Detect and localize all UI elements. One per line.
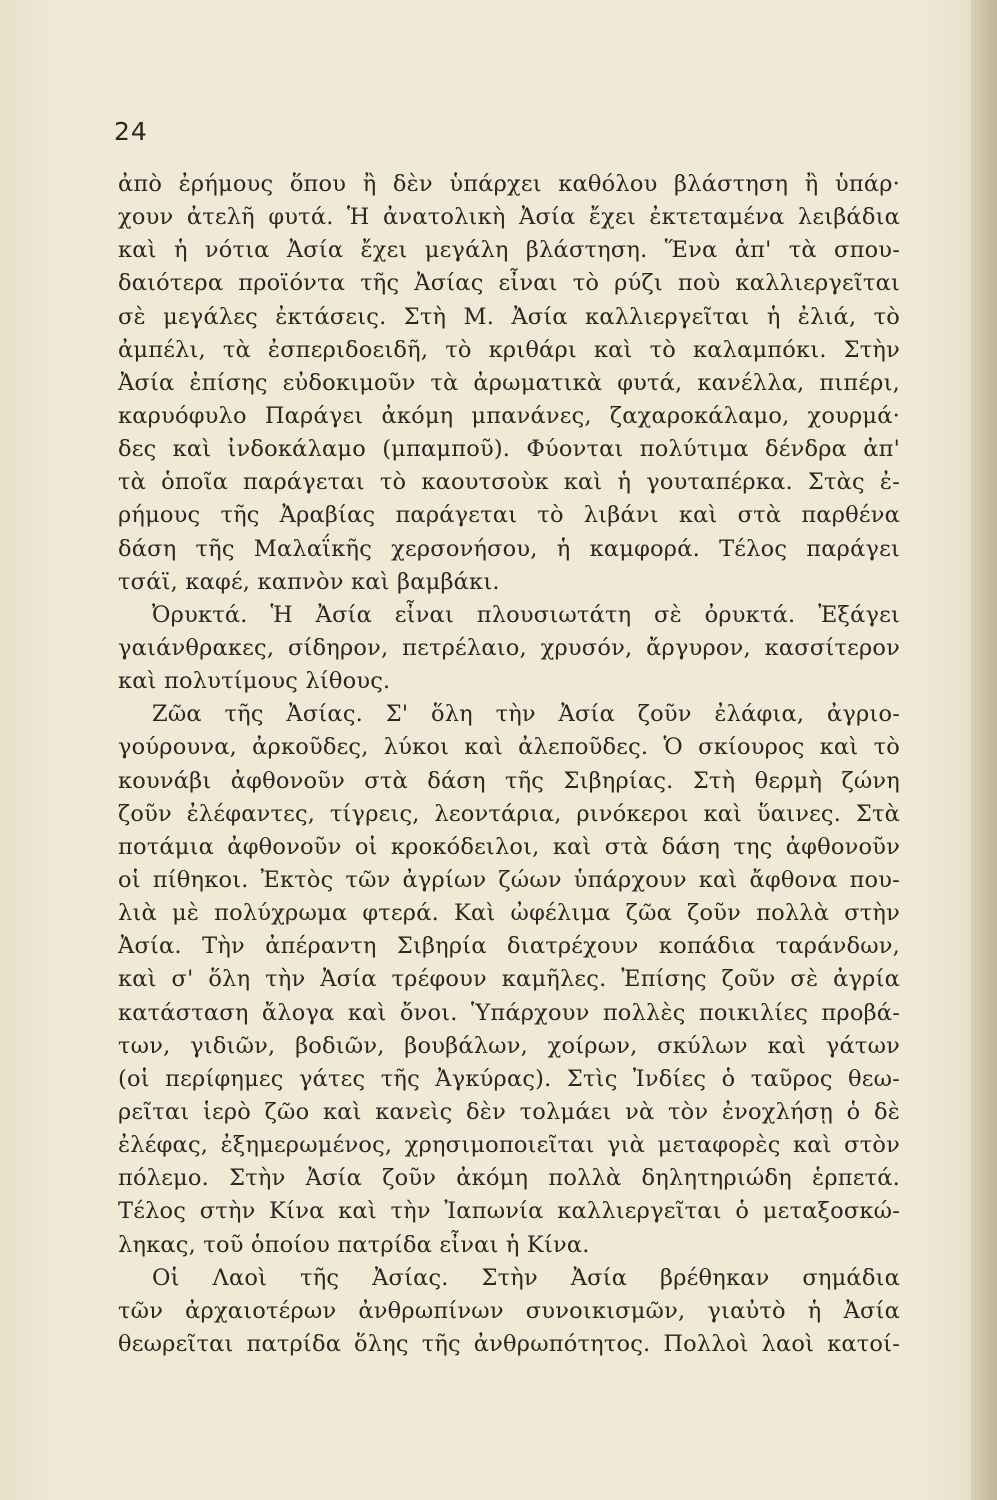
text-line: καὶ ἡ νότια Ἀσία ἔχει μεγάλη βλάστηση. Ἕνα ἀπ' τὰ σπου-	[118, 237, 900, 264]
text-line: κουνάβι ἀφθονοῦν στὰ δάση τῆς Σιβηρίας. Στὴ θερμὴ ζώνη	[118, 767, 900, 794]
page-edge	[971, 0, 997, 1500]
section-heading-minerals: Ὀρυκτά. Ἡ Ἀσία εἶναι πλουσιωτάτη σὲ ὀρυκτά. Ἐξάγει	[152, 601, 900, 628]
section-heading-animals: Ζῶα τῆς Ἀσίας. Σ' ὅλη τὴν Ἀσία ζοῦν ἐλάφια, ἀγριο-	[152, 701, 900, 728]
text-line: δες καὶ ἰνδοκάλαμο (μπαμποῦ). Φύονται πολύτιμα δένδρα ἀπ'	[118, 436, 900, 463]
text-line: τὰ ὁποῖα παράγεται τὸ καουτσοὺκ καὶ ἡ γουταπέρκα. Στὰς ἐ-	[118, 469, 900, 496]
text-line: καρυόφυλο Παράγει ἀκόμη μπανάνες, ζαχαροκάλαμο, χουρμά·	[118, 402, 900, 429]
page-number: 24	[114, 117, 148, 146]
text-line: γαιάνθρακες, σίδηρον, πετρέλαιο, χρυσόν, ἄργυρον, κασσίτερον	[118, 634, 900, 661]
text-line: ζοῦν ἐλέφαντες, τίγρεις, λεοντάρια, ρινόκεροι καὶ ὕαινες. Στὰ	[118, 800, 900, 827]
text-line: κατάσταση ἄλογα καὶ ὄνοι. Ὑπάρχουν πολλὲς ποικιλίες προβά-	[118, 999, 900, 1026]
text-line: οἱ πίθηκοι. Ἐκτὸς τῶν ἀγρίων ζώων ὑπάρχουν καὶ ἄφθονα που-	[118, 866, 900, 893]
text-line: τῶν ἀρχαιοτέρων ἀνθρωπίνων συνοικισμῶν, γιαὐτὸ ἡ Ἀσία	[118, 1297, 900, 1324]
text-line: δάση τῆς Μαλαΐκῆς χερσονήσου, ἡ καμφορά. Τέλος παράγει	[118, 535, 900, 562]
text-line: ρεῖται ἱερὸ ζῶο καὶ κανεὶς δὲν τολμάει νὰ τὸν ἐνοχλήσῃ ὁ δὲ	[118, 1098, 900, 1125]
text-line: ἐλέφας, ἐξημερωμένος, χρησιμοποιεῖται γιὰ μεταφορὲς καὶ στὸν	[118, 1132, 900, 1159]
text-line: γούρουνα, ἀρκοῦδες, λύκοι καὶ ἀλεποῦδες. Ὁ σκίουρος καὶ τὸ	[118, 734, 900, 761]
text-line: χουν ἀτελῆ φυτά. Ἡ ἀνατολικὴ Ἀσία ἔχει ἐκτεταμένα λειβάδια	[118, 204, 900, 231]
text-line: των, γιδιῶν, βοδιῶν, βουβάλων, χοίρων, σκύλων καὶ γάτων	[118, 1032, 900, 1059]
text-line: ἀμπέλι, τὰ ἐσπεριδοειδῆ, τὸ κριθάρι καὶ τὸ καλαμπόκι. Στὴν	[118, 336, 900, 363]
text-line: ρήμους τῆς Ἀραβίας παράγεται τὸ λιβάνι καὶ στὰ παρθένα	[118, 502, 900, 529]
text-line: θεωρεῖται πατρίδα ὅλης τῆς ἀνθρωπότητος. Πολλοὶ λαοὶ κατοί-	[118, 1330, 900, 1357]
text-line: λιὰ μὲ πολύχρωμα φτερά. Καὶ ὠφέλιμα ζῶα ζοῦν πολλὰ στὴν	[118, 900, 900, 927]
text-line: τσάϊ, καφέ, καπνὸν καὶ βαμβάκι.	[118, 568, 500, 595]
text-line: Ἀσία. Τὴν ἀπέραντη Σιβηρία διατρέχουν κοπάδια ταράνδων,	[118, 933, 900, 960]
text-line: καὶ πολυτίμους λίθους.	[118, 668, 391, 695]
text-line: Ἀσία ἐπίσης εὐδοκιμοῦν τὰ ἀρωματικὰ φυτά, κανέλλα, πιπέρι,	[118, 369, 900, 396]
text-line: Τέλος στὴν Κίνα καὶ τὴν Ἰαπωνία καλλιεργεῖται ὁ μεταξοσκώ-	[118, 1198, 900, 1225]
body-text	[118, 168, 900, 1361]
text-line: σὲ μεγάλες ἐκτάσεις. Στὴ Μ. Ἀσία καλλιεργεῖται ἡ ἐλιά, τὸ	[118, 303, 900, 330]
text-line: ἀπὸ ἐρήμους ὅπου ἢ δὲν ὑπάρχει καθόλου βλάστηση ἢ ὑπάρ·	[118, 171, 900, 197]
text-line: (οἱ περίφημες γάτες τῆς Ἀγκύρας). Στὶς Ἰνδίες ὁ ταῦρος θεω-	[118, 1065, 900, 1092]
text-line: ληκας, τοῦ ὁποίου πατρίδα εἶναι ἡ Κίνα.	[118, 1231, 590, 1258]
text-line: ποτάμια ἀφθονοῦν οἱ κροκόδειλοι, καὶ στὰ δάση της ἀφθονοῦν	[118, 833, 900, 860]
text-line: καὶ σ' ὅλη τὴν Ἀσία τρέφουν καμῆλες. Ἐπίσης ζοῦν σὲ ἀγρία	[118, 966, 900, 993]
text-line: δαιότερα προϊόντα τῆς Ἀσίας εἶναι τὸ ρύζι ποὺ καλλιεργεῖται	[118, 270, 900, 297]
text-line: πόλεμο. Στὴν Ἀσία ζοῦν ἀκόμη πολλὰ δηλητηριώδη ἑρπετά.	[118, 1165, 900, 1192]
section-heading-peoples: Οἱ Λαοὶ τῆς Ἀσίας. Στὴν Ἀσία βρέθηκαν σημάδια	[152, 1264, 900, 1291]
